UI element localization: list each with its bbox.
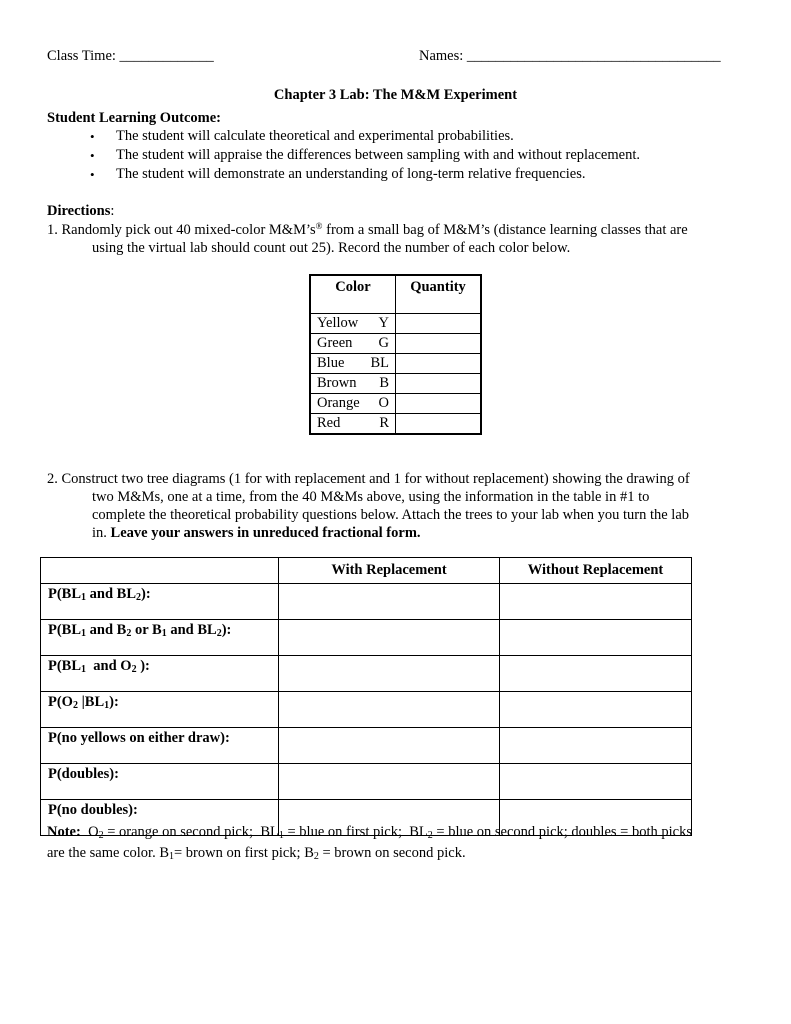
step2-line4-text: in.: [92, 525, 111, 541]
step1-line1: [47, 221, 688, 239]
step2-line3: complete the theoretical probability questions below. Attach the trees to your lab when you turn the lab: [92, 507, 690, 523]
step2-instruction-bold: Leave your answers in unreduced fractional form.: [110, 525, 421, 541]
table-row: [41, 656, 692, 692]
color-name: Orange: [317, 395, 360, 411]
without-replacement-cell[interactable]: [500, 764, 692, 800]
color-code: R: [379, 415, 389, 431]
probability-label: $P(BL_1$ and $O_2$ ):: [41, 656, 279, 692]
outcome-item: • The student will demonstrate an understanding of long-term relative frequencies.: [87, 165, 640, 184]
probability-table: [40, 557, 692, 836]
table-row: [310, 314, 481, 334]
class-time-field[interactable]: [47, 47, 214, 65]
probability-label: P(no yellows on either draw):: [41, 728, 279, 764]
names-label: Names:: [419, 48, 464, 64]
column-header-quantity: Quantity: [396, 275, 482, 314]
table-row: [310, 414, 481, 435]
quantity-cell[interactable]: [396, 334, 482, 354]
quantity-cell[interactable]: [396, 374, 482, 394]
table-row: [310, 394, 481, 414]
table-header-row: [41, 558, 692, 584]
table-row: [41, 692, 692, 728]
table-row: [310, 374, 481, 394]
without-replacement-cell[interactable]: [500, 656, 692, 692]
step2-line4: [92, 524, 421, 542]
table-row: [310, 334, 481, 354]
column-header-color: Color: [310, 275, 396, 314]
color-cell: [310, 414, 396, 435]
step2-line2: two M&Ms, one at a time, from the 40 M&Ms above, using the information in the table in #1 to: [92, 489, 650, 505]
registered-mark: ®: [315, 221, 323, 231]
color-code: O: [378, 395, 389, 411]
directions-heading-colon: :: [110, 203, 115, 219]
color-name: Yellow: [317, 315, 359, 331]
column-header-blank: [41, 558, 279, 584]
column-header-with-replacement: With Replacement: [279, 558, 500, 584]
table-row: [310, 354, 481, 374]
color-code: G: [378, 335, 389, 351]
outcome-item: • The student will calculate theoretical and experimental probabilities.: [87, 127, 640, 146]
probability-label: $P(BL_1$ and $BL_2$):: [41, 584, 279, 620]
color-cell: [310, 314, 396, 334]
quantity-cell[interactable]: [396, 414, 482, 435]
color-name: Red: [317, 415, 341, 431]
directions-heading: [47, 202, 114, 220]
outcome-item: • The student will appraise the differences between sampling with and without replacement.: [87, 146, 640, 165]
class-time-label: Class Time:: [47, 48, 116, 64]
color-cell: [310, 394, 396, 414]
page-title: Chapter 3 Lab: The M&M Experiment: [273, 87, 518, 103]
with-replacement-cell[interactable]: [279, 764, 500, 800]
with-replacement-cell[interactable]: [279, 692, 500, 728]
table-row: [41, 728, 692, 764]
quantity-cell[interactable]: [396, 394, 482, 414]
color-cell: [310, 354, 396, 374]
probability-label: $P(BL_1$ and $B_2$ or $B_1$ and $BL_2$):: [41, 620, 279, 656]
without-replacement-cell[interactable]: [500, 728, 692, 764]
with-replacement-cell[interactable]: [279, 728, 500, 764]
step2-line1: 2. Construct two tree diagrams (1 for with replacement and 1 for without replacement) showing the drawing of: [47, 471, 690, 487]
color-code: B: [379, 375, 389, 391]
without-replacement-cell[interactable]: [500, 584, 692, 620]
color-cell: [310, 374, 396, 394]
with-replacement-cell[interactable]: [279, 620, 500, 656]
names-blank[interactable]: ___________________________________: [466, 48, 721, 64]
step1-text-b: from a small bag of M&M’s (distance learning classes that are: [322, 222, 688, 238]
quantity-cell[interactable]: [396, 354, 482, 374]
color-quantity-table: [309, 274, 482, 435]
color-code: BL: [370, 355, 389, 371]
column-header-without-replacement: Without Replacement: [500, 558, 692, 584]
probability-label: P(doubles):: [41, 764, 279, 800]
color-code: Y: [378, 315, 389, 331]
without-replacement-cell[interactable]: [500, 692, 692, 728]
probability-table-body: [41, 584, 692, 836]
color-name: Brown: [317, 375, 357, 391]
table-row: [41, 584, 692, 620]
note-line1: [47, 823, 692, 841]
probability-label: $P(O_2$ $|BL_1$):: [41, 692, 279, 728]
color-name: Blue: [317, 355, 345, 371]
color-name: Green: [317, 335, 353, 351]
class-time-blank[interactable]: _____________: [119, 48, 214, 64]
step1-line2: using the virtual lab should count out 25). Record the number of each color below.: [92, 240, 571, 256]
probability-label: P(no doubles):: [41, 800, 279, 836]
without-replacement-cell[interactable]: [500, 620, 692, 656]
outcomes-list: [87, 127, 640, 184]
color-cell: [310, 334, 396, 354]
directions-heading-text: Directions: [47, 203, 111, 219]
with-replacement-cell[interactable]: [279, 584, 500, 620]
note-heading: Note:: [47, 824, 81, 840]
step1-text-a: 1. Randomly pick out 40 mixed-color M&M’s: [47, 222, 316, 238]
names-field[interactable]: [419, 47, 721, 65]
note-text-1: $O_2$ = orange on second pick; $BL_1$ = blue on first pick; $BL_2$ = blue on second pick; doubles = both picks: [88, 824, 692, 841]
with-replacement-cell[interactable]: [279, 656, 500, 692]
table-row: [41, 620, 692, 656]
table-header-row: [310, 275, 481, 314]
quantity-cell[interactable]: [396, 314, 482, 334]
note-line2: are the same color. $B_1=$ brown on first pick; $B_2$ = brown on second pick.: [47, 845, 466, 862]
outcomes-heading: Student Learning Outcome:: [47, 110, 221, 126]
table-row: [41, 764, 692, 800]
